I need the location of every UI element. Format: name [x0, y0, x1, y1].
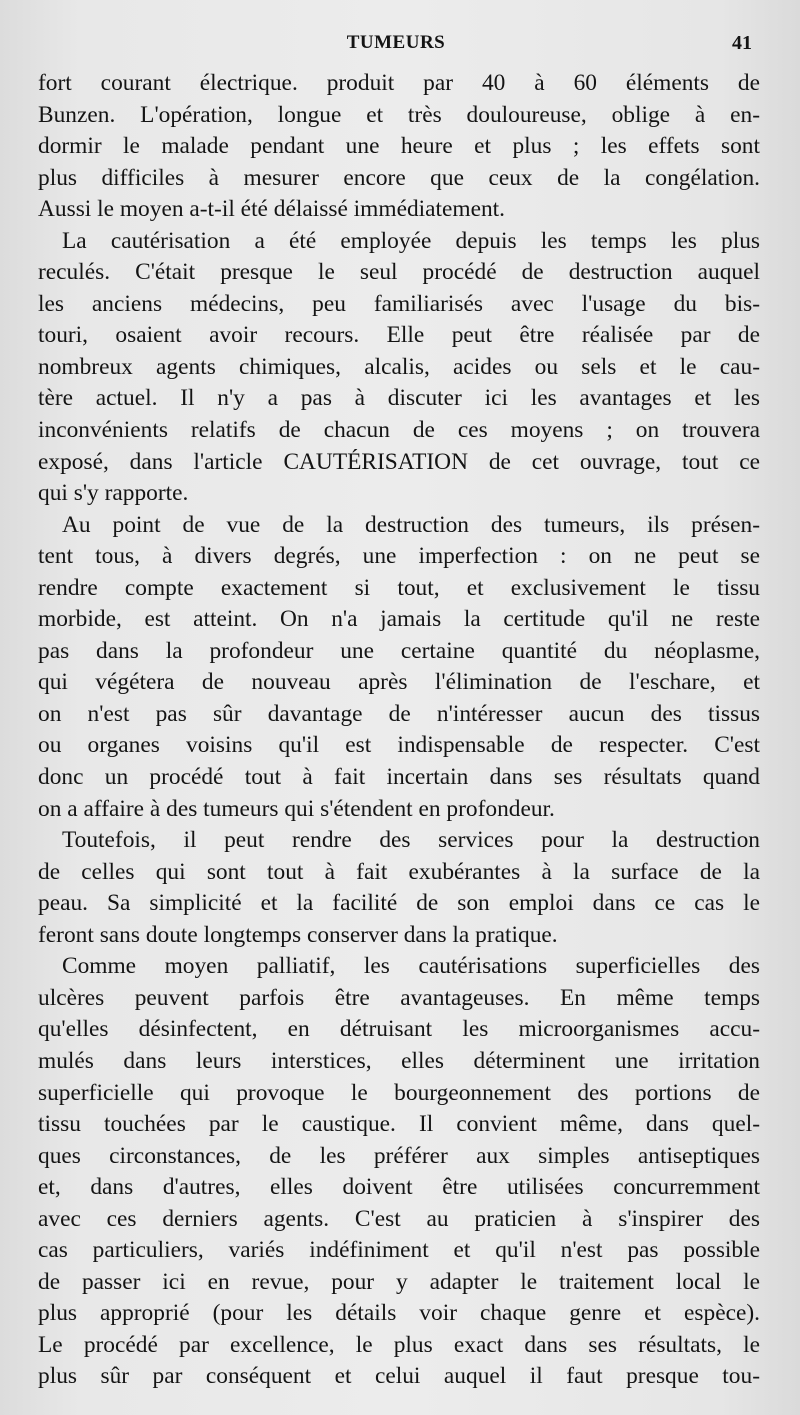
text-line: donc un procédé tout à fait incertain dans ses résultats quand: [38, 764, 760, 791]
text-line: qui végétera de nouveau après l'élimination de l'eschare, et: [38, 669, 760, 696]
text-line: qu'elles désinfectent, en détruisant les microorganismes accu-: [38, 1016, 760, 1043]
text-line: tère actuel. Il n'y a pas à discuter ici les avantages et les: [38, 385, 760, 412]
text-line: on n'est pas sûr davantage de n'intéresser aucun des tissus: [38, 700, 760, 727]
text-line: reculés. C'était presque le seul procédé de destruction auquel: [38, 259, 760, 286]
text-line: Au point de vue de la destruction des tumeurs, ils présen-: [62, 511, 760, 538]
text-line: ou organes voisins qu'il est indispensable de respecter. C'est: [38, 732, 760, 759]
text-line: de passer ici en revue, pour y adapter le traitement local le: [38, 1268, 760, 1295]
text-line: avec ces derniers agents. C'est au praticien à s'inspirer des: [38, 1205, 760, 1232]
text-line: dormir le malade pendant une heure et plus ; les effets sont: [38, 133, 760, 160]
text-line: et, dans d'autres, elles doivent être utilisées concurremment: [38, 1174, 760, 1201]
text-line: ques circonstances, de les préférer aux simples antiseptiques: [38, 1142, 760, 1169]
text-line: touri, osaient avoir recours. Elle peut être réalisée par de: [38, 322, 760, 349]
text-line: La cautérisation a été employée depuis les temps les plus: [62, 227, 760, 254]
text-line: tissu touchées par le caustique. Il convient même, dans quel-: [38, 1111, 760, 1138]
body-text: [38, 68, 760, 1393]
text-line: rendre compte exactement si tout, et exclusivement le tissu: [38, 574, 760, 601]
text-line: pas dans la profondeur une certaine quantité du néoplasme,: [38, 637, 760, 664]
text-line: de celles qui sont tout à fait exubérantes à la surface de la: [38, 858, 760, 885]
text-line: qui s'y rapporte.: [38, 480, 189, 507]
text-line: inconvénients relatifs de chacun de ces moyens ; on trouvera: [38, 417, 760, 444]
text-line: plus approprié (pour les détails voir chaque genre et espèce).: [38, 1300, 760, 1327]
text-line: fort courant électrique. produit par 40 à 60 éléments de: [38, 70, 760, 96]
text-line: Aussi le moyen a-t-il été délaissé immédiatement.: [38, 196, 506, 223]
text-line: plus sûr par conséquent et celui auquel il faut presque tou-: [38, 1363, 760, 1390]
text-line: cas particuliers, variés indéfiniment et qu'il n'est pas possible: [38, 1237, 760, 1264]
text-line: morbide, est atteint. On n'a jamais la certitude qu'il ne reste: [38, 606, 760, 633]
page-header: [40, 32, 752, 60]
text-line: Comme moyen palliatif, les cautérisations superficielles des: [62, 953, 760, 980]
text-line: les anciens médecins, peu familiarisés avec l'usage du bis-: [38, 290, 760, 317]
text-line: feront sans doute longtemps conserver dans la pratique.: [38, 921, 558, 948]
text-line: nombreux agents chimiques, alcalis, acides ou sels et le cau-: [38, 353, 760, 380]
page-number: 41: [732, 32, 752, 54]
text-line: Le procédé par excellence, le plus exact dans ses résultats, le: [38, 1331, 760, 1358]
text-line: peau. Sa simplicité et la facilité de son emploi dans ce cas le: [38, 890, 760, 917]
text-line: tent tous, à divers degrés, une imperfection : on ne peut se: [38, 543, 760, 570]
text-line: on a affaire à des tumeurs qui s'étendent en profondeur.: [38, 795, 555, 822]
text-line: exposé, dans l'article CAUTÉRISATION de cet ouvrage, tout ce: [38, 448, 760, 475]
text-line: ulcères peuvent parfois être avantageuses. En même temps: [38, 984, 760, 1011]
text-line: superficielle qui provoque le bourgeonnement des portions de: [38, 1079, 760, 1106]
text-line: plus difficiles à mesurer encore que ceux de la congélation.: [38, 164, 760, 191]
running-title: TUMEURS: [346, 32, 446, 53]
text-line: mulés dans leurs interstices, elles déterminent une irritation: [38, 1047, 760, 1074]
text-line: Toutefois, il peut rendre des services pour la destruction: [62, 827, 760, 854]
text-line: Bunzen. L'opération, longue et très douloureuse, oblige à en-: [38, 101, 760, 128]
